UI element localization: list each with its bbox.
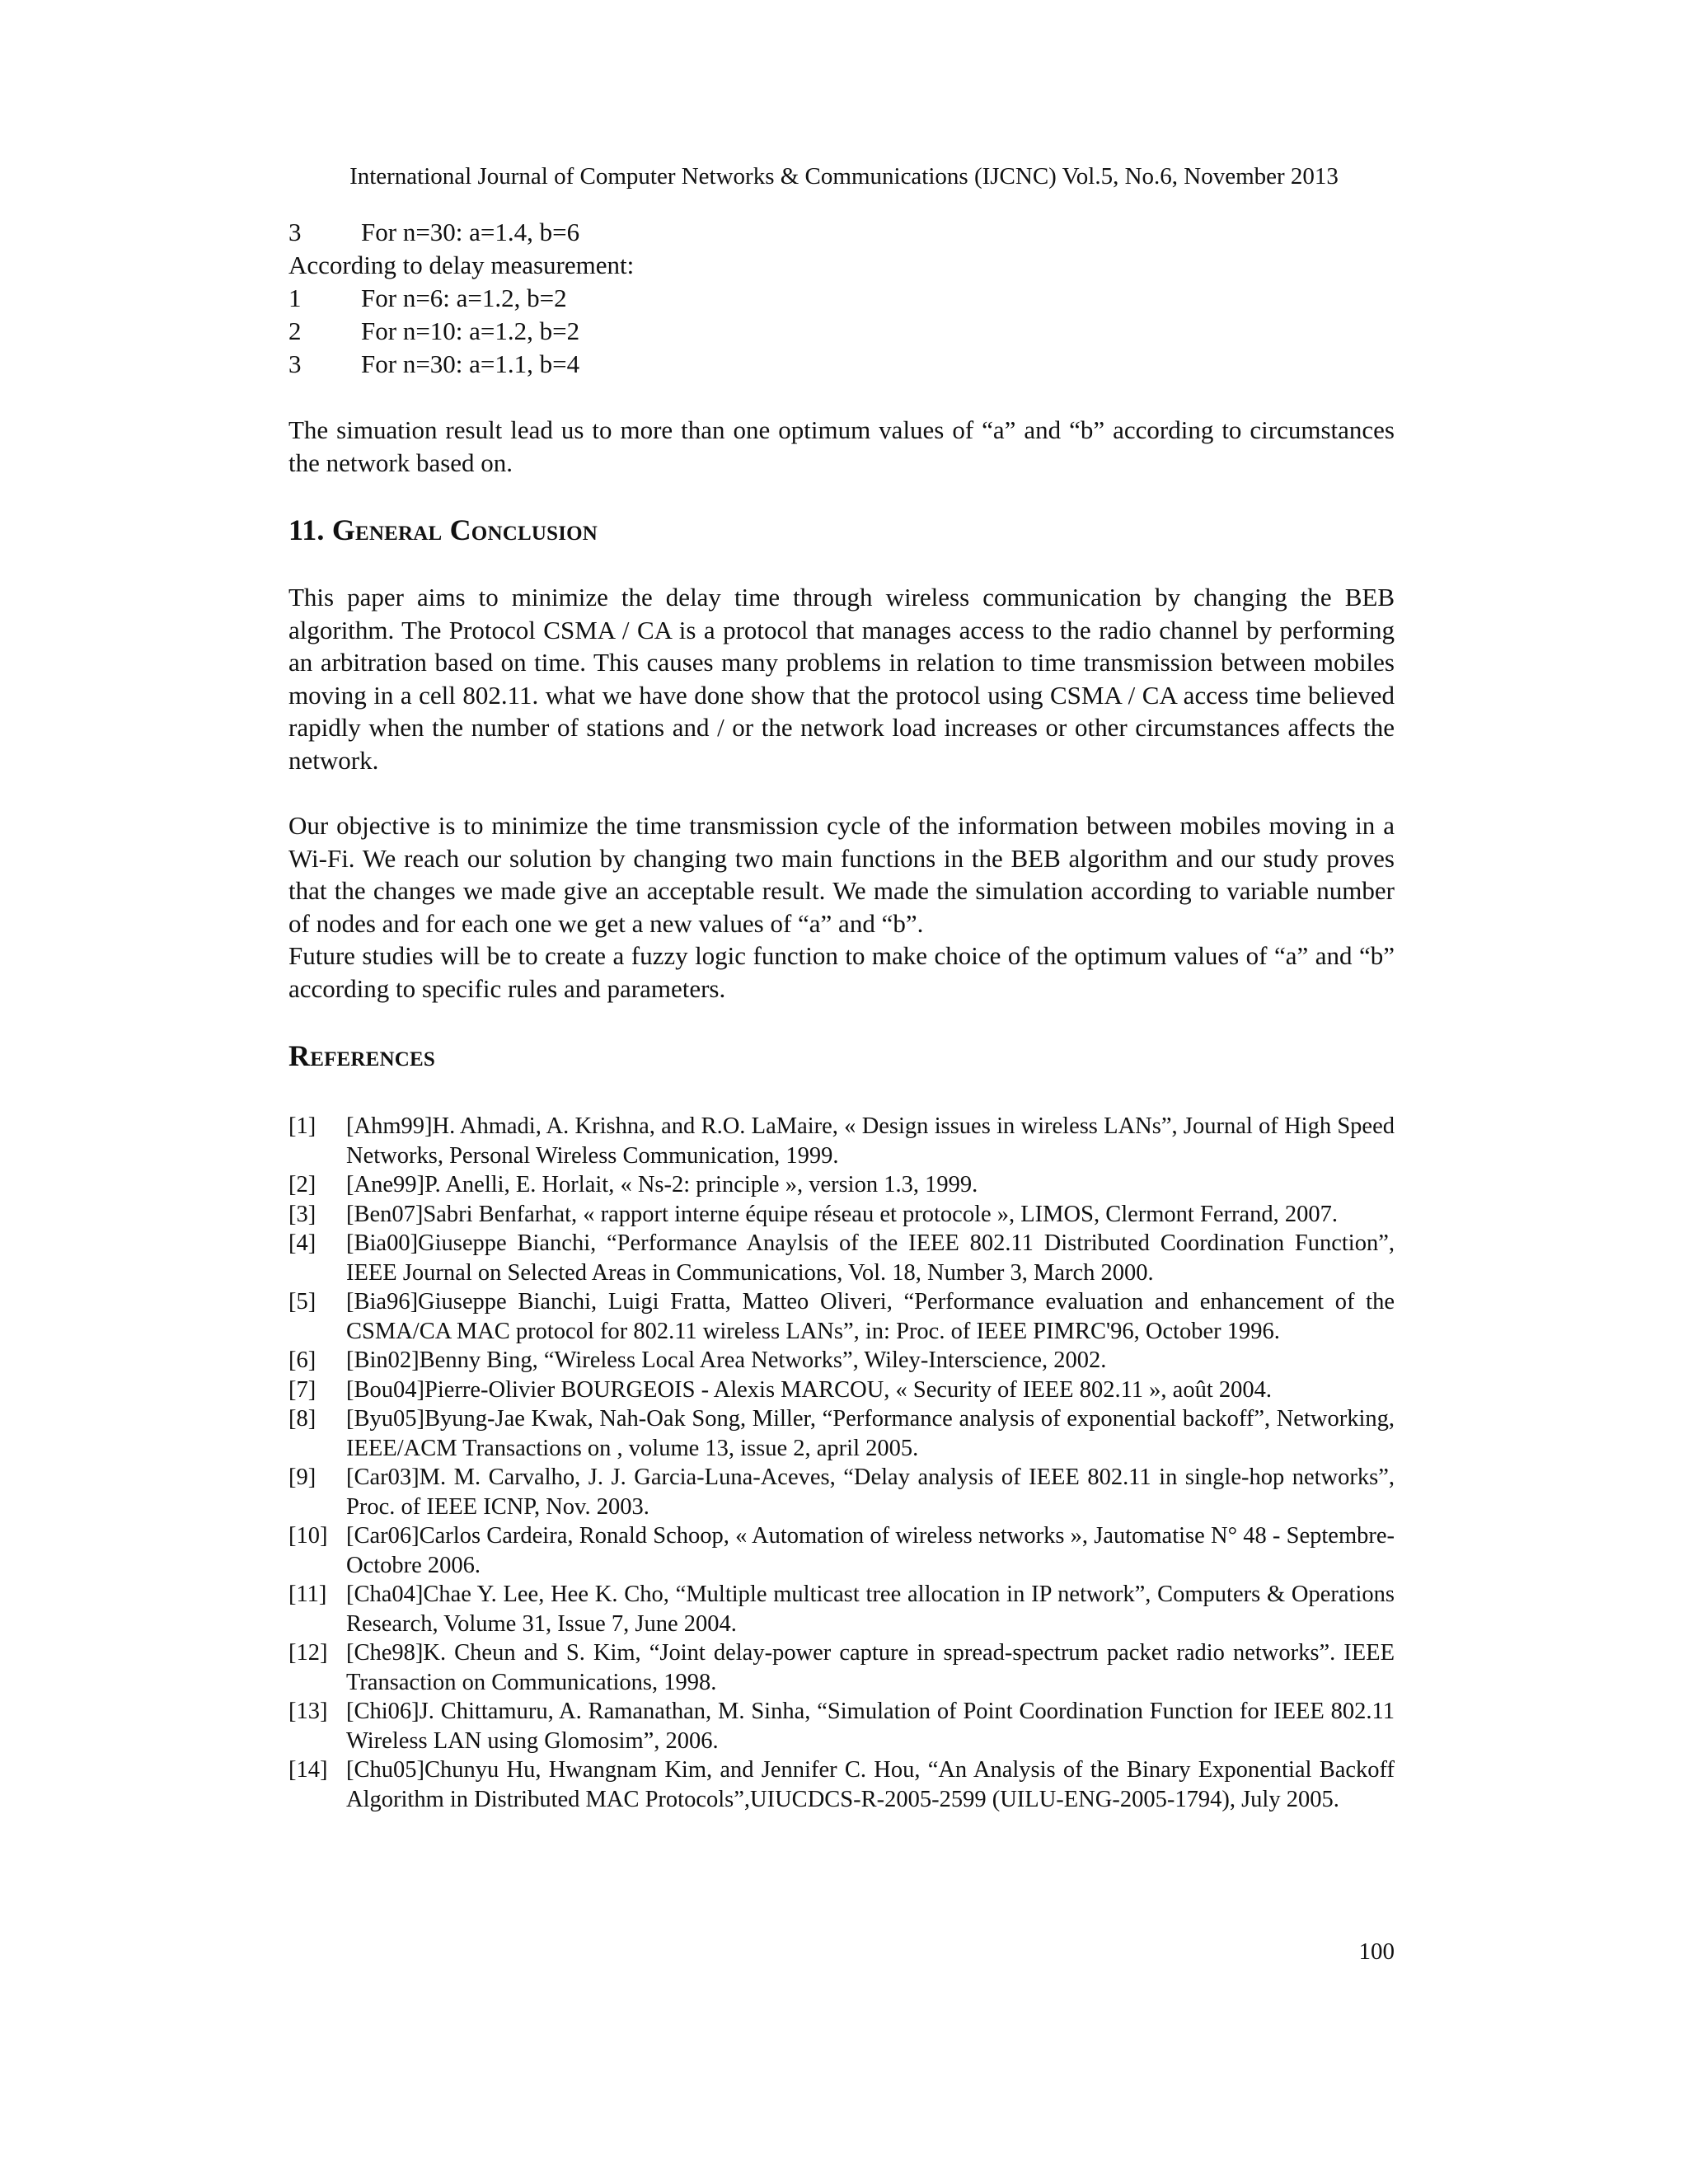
list-item (288, 315, 1395, 348)
reference-text: [Byu05]Byung-Jae Kwak, Nah-Oak Song, Miller, “Performance analysis of exponential backoff”, Networking, IEEE/ACM Transactions on , volume 13, issue 2, april 2005. (346, 1406, 1395, 1461)
reference-text: [Bin02]Benny Bing, “Wireless Local Area Networks”, Wiley-Interscience, 2002. (346, 1347, 1107, 1373)
reference-text: [Cha04]Chae Y. Lee, Hee K. Cho, “Multiple multicast tree allocation in IP network”, Computers & Operations Research, Volume 31, Issue 7, June 2004. (346, 1582, 1395, 1637)
reference-item (288, 1638, 1395, 1697)
reference-item (288, 1580, 1395, 1638)
reference-text: [Bia00]Giuseppe Bianchi, “Performance Anaylsis of the IEEE 802.11 Distributed Coordination Function”, IEEE Journal on Selected Areas in Communications, Vol. 18, Number 3, March 2000. (346, 1230, 1395, 1286)
reference-item (288, 1346, 1395, 1376)
reference-text: [Bou04]Pierre-Olivier BOURGEOIS - Alexis MARCOU, « Security of IEEE 802.11 », août 2004. (346, 1376, 1272, 1403)
list-item-number: 3 (288, 218, 302, 246)
reference-number: [3] (288, 1201, 316, 1227)
reference-item (288, 1200, 1395, 1230)
reference-text: [Car06]Carlos Cardeira, Ronald Schoop, « Automation of wireless networks », Jautomatise N° 48 - Septembre-Octobre 2006. (346, 1523, 1395, 1578)
references-heading: References (288, 1039, 436, 1072)
reference-number: [14] (288, 1757, 328, 1783)
conclusion-heading: 11. General Conclusion (288, 513, 598, 546)
reference-item (288, 1755, 1395, 1814)
reference-number: [12] (288, 1640, 328, 1666)
reference-list (288, 1112, 1395, 1814)
reference-text: [Che98]K. Cheun and S. Kim, “Joint delay-power capture in spread-spectrum packet radio networks”. IEEE Transaction on Communications, 1998. (346, 1640, 1395, 1695)
reference-number: [11] (288, 1582, 327, 1607)
reference-number: [10] (288, 1523, 328, 1549)
page-content (288, 216, 1395, 1814)
list-item-text: For n=6: a=1.2, b=2 (361, 284, 567, 312)
reference-item (288, 1170, 1395, 1200)
list-item (288, 348, 1395, 381)
list-item-text: For n=30: a=1.1, b=4 (361, 349, 580, 378)
reference-text: [Chi06]J. Chittamuru, A. Ramanathan, M. Sinha, “Simulation of Point Coordination Function for IEEE 802.11 Wireless LAN using Glomosim”, 2006. (346, 1699, 1395, 1754)
conclusion-paragraph-1: This paper aims to minimize the delay time through wireless communication by changing the BEB algorithm. The Protocol CSMA / CA is a protocol that manages access to the radio channel by performing an arbitration based on time. This causes many problems in relation to time transmission between mobiles moving in a cell 802.11. what we have done show that the protocol using CSMA / CA access time believed rapidly when the number of stations and / or the network load increases or other circumstances affects the network. (288, 583, 1395, 775)
reference-number: [2] (288, 1172, 316, 1197)
reference-item (288, 1697, 1395, 1755)
list-item-number: 2 (288, 316, 302, 345)
reference-item (288, 1112, 1395, 1170)
reference-text: [Ahm99]H. Ahmadi, A. Krishna, and R.O. LaMaire, « Design issues in wireless LANs”, Journal of High Speed Networks, Personal Wireless Communication, 1999. (346, 1113, 1395, 1169)
conclusion-paragraph-2: Our objective is to minimize the time transmission cycle of the information between mobiles moving in a Wi-Fi. We reach our solution by changing two main functions in the BEB algorithm and our study proves that the changes we made give an acceptable result. We made the simulation according to variable number of nodes and for each one we get a new values of “a” and “b”. (288, 811, 1395, 938)
conclusion-paragraph-3: Future studies will be to create a fuzzy logic function to make choice of the optimum values of “a” and “b” according to specific rules and parameters. (288, 941, 1395, 1003)
reference-text: [Car03]M. M. Carvalho, J. J. Garcia-Luna-Aceves, “Delay analysis of IEEE 802.11 in single-hop networks”, Proc. of IEEE ICNP, Nov. 2003. (346, 1465, 1395, 1520)
reference-number: [7] (288, 1376, 316, 1403)
reference-number: [9] (288, 1465, 316, 1490)
reference-number: [1] (288, 1113, 316, 1139)
reference-item (288, 1404, 1395, 1463)
page-number: 100 (1358, 1938, 1395, 1965)
reference-text: [Bia96]Giuseppe Bianchi, Luigi Fratta, Matteo Oliveri, “Performance evaluation and enhancement of the CSMA/CA MAC protocol for 802.11 wireless LANs”, in: Proc. of IEEE PIMRC'96, October 1996. (346, 1289, 1395, 1344)
reference-item (288, 1521, 1395, 1580)
delay-intro: According to delay measurement: (288, 251, 635, 279)
list-item-number: 3 (288, 349, 302, 378)
reference-number: [8] (288, 1406, 316, 1432)
list-item (288, 216, 1395, 249)
reference-number: [6] (288, 1347, 316, 1373)
running-head: International Journal of Computer Networks & Communications (IJCNC) Vol.5, No.6, November 2013 (349, 163, 1339, 190)
reference-item (288, 1463, 1395, 1521)
reference-item (288, 1287, 1395, 1346)
simulation-paragraph: The simuation result lead us to more than one optimum values of “a” and “b” according to circumstances the network based on. (288, 415, 1395, 477)
reference-item (288, 1376, 1395, 1405)
list-item-text: For n=30: a=1.4, b=6 (361, 218, 580, 246)
reference-number: [5] (288, 1289, 316, 1315)
reference-text: [Ben07]Sabri Benfarhat, « rapport interne équipe réseau et protocole », LIMOS, Clermont Ferrand, 2007. (346, 1201, 1338, 1227)
reference-text: [Ane99]P. Anelli, E. Horlait, « Ns-2: principle », version 1.3, 1999. (346, 1172, 978, 1197)
list-item (288, 282, 1395, 315)
reference-item (288, 1229, 1395, 1287)
list-item-number: 1 (288, 284, 302, 312)
reference-number: [13] (288, 1699, 328, 1724)
reference-number: [4] (288, 1230, 316, 1256)
reference-text: [Chu05]Chunyu Hu, Hwangnam Kim, and Jennifer C. Hou, “An Analysis of the Binary Exponential Backoff Algorithm in Distributed MAC Protocols”,UIUCDCS-R-2005-2599 (UILU-ENG-2005-1794), July 2005. (346, 1757, 1395, 1812)
list-item-text: For n=10: a=1.2, b=2 (361, 316, 580, 345)
